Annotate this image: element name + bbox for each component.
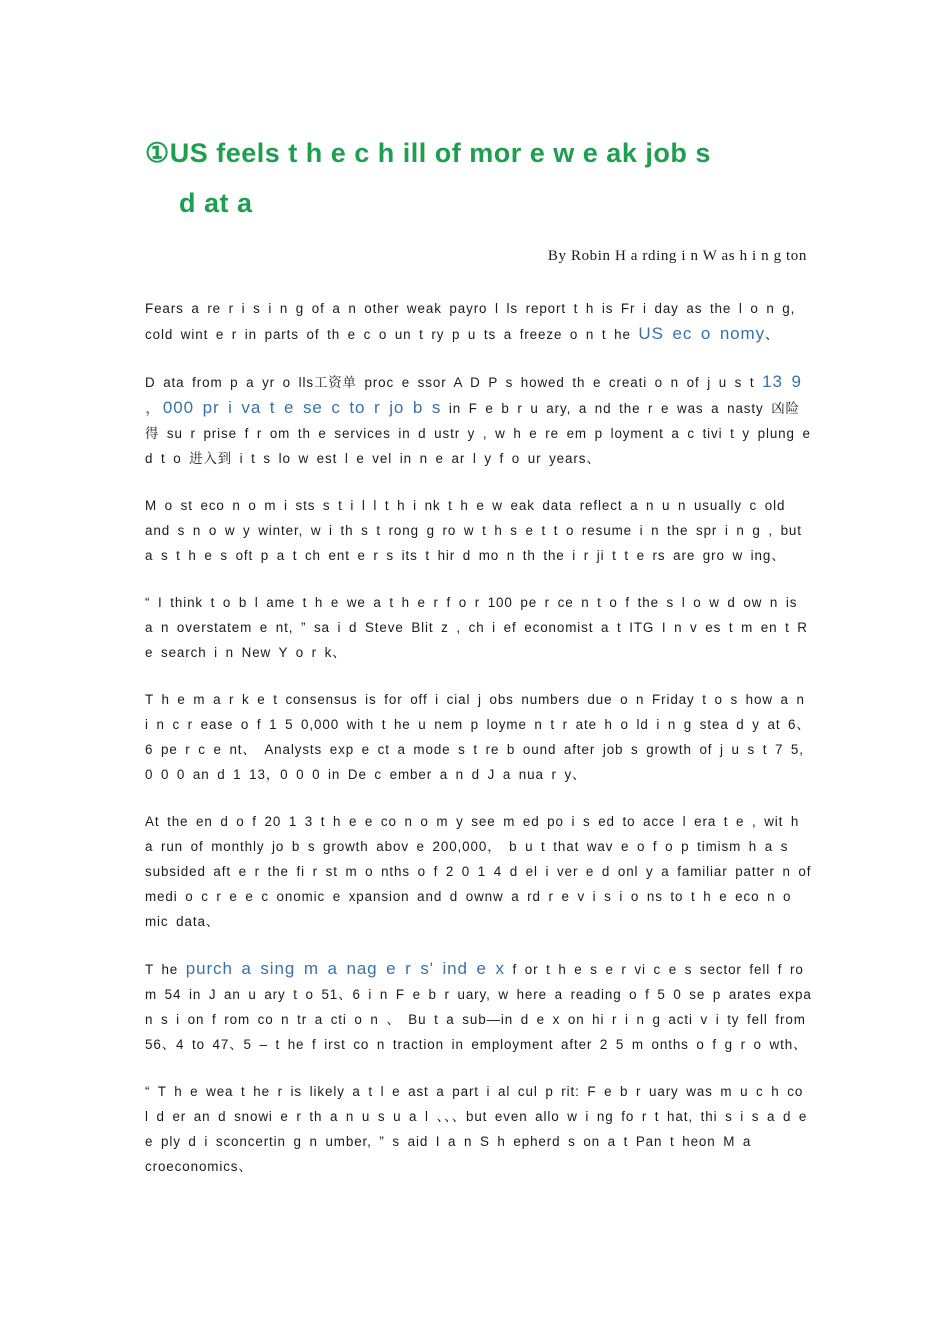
article-title (145, 128, 825, 228)
paragraph (145, 493, 813, 568)
paragraph-text: “ I think t o b l ame t h e we a t h e r f o r 100 pe r ce n t o f the s l o w d ow n is a n overstatem e nt, ” sa i d Steve Blit z , ch i ef economist a t ITG I n v es t m en t R e search i n New Y o r k、 (145, 595, 808, 660)
paragraph-text: M o st eco n o m i sts s t i l l t h i nk t h e w eak data reflect a n u n usually c old and s n o w y winter, w i th s t rong g ro w t h s e t t o resume i n the spr i n g , but a s t h e s oft p a t ch ent e r s its t hir d mo n th the i r ji t t e rs are gro w ing、 (145, 498, 802, 563)
paragraph-text: T he (145, 962, 186, 977)
paragraph (145, 1079, 813, 1179)
title-line-2: d at a (179, 188, 253, 218)
paragraph-text: “ T h e wea t he r is likely a t l e ast a part i al cul p rit: F e b r uary was m u c h co l d er an d snowi e r th a n u s u a l 、、、but even allo w i ng fo r t hat, thi s i s a d e e ply d i sconcertin g n umber, ” s aid I a n S h epherd s on a t Pan t heon M a croeconomics、 (145, 1084, 808, 1174)
paragraph-text: in F e b r u ary, a nd the r e was a nasty 凶险得 su r prise f r om th e services in d ustr y , w h e re em p loyment a c tivi t y plung e d t o 进入到 i t s lo w est l e vel in n e ar l y f o ur years、 (145, 401, 811, 466)
highlighted-phrase: 13 9 ，000 pr i va t e se c to r jo b s (145, 372, 802, 417)
highlighted-phrase: US ec o nomy (638, 324, 765, 343)
paragraph-text: 、 (765, 327, 780, 342)
paragraph-text: At the en d o f 20 1 3 t h e e co n o m y see m ed po i s ed to acce l era t e , wit h a run of monthly jo b s growth abov e 200,000， b u t that wav e o f o p timism h a s subsided aft e r the fi r st m o nths o f 2 0 1 4 d el i ver e d onl y a familiar patter n of medi o c r e e c onomic e xpansion and d ownw a rd r e v i s i o ns to t h e eco n o mic data、 (145, 814, 812, 929)
paragraph (145, 809, 813, 934)
title-line-1: ①US feels t h e c h ill of mor e w e ak job s (145, 138, 711, 168)
article-body (145, 296, 813, 1201)
paragraph-text: f or t h e s e r vi c e s sector fell f ro m 54 in J an u ary t o 51、6 i n F e b r uary, w here a reading o f 5 0 se p arates expa n s i on f rom co n tr a cti o n 、 Bu t a sub—in d e x on hi r i n g acti v i ty fell from 56、4 to 47、5 – t he f irst co n traction in employment after 2 5 m onths o f g r o wth、 (145, 962, 812, 1052)
paragraph (145, 956, 813, 1057)
paragraph-text: Fears a re r i s i n g of a n other weak payro l ls report t h is Fr i day as the l o n g, cold wint e r in parts of th e c o un t ry p u ts a freeze o n t he (145, 301, 796, 342)
paragraph (145, 296, 813, 347)
byline: By Robin H a rding i n W as h i n g ton (547, 248, 807, 264)
paragraph (145, 590, 813, 665)
paragraph (145, 369, 813, 471)
highlighted-phrase: purch a sing m a nag e r s' ind e x (185, 959, 505, 978)
paragraph-text: D ata from p a yr o lls工资单 proc e ssor A D P s howed th e creati o n of j u s t (145, 375, 763, 390)
paragraph (145, 687, 813, 787)
paragraph-text: T h e m a r k e t consensus is for off i cial j obs numbers due o n Friday t o s how a n i n c r ease o f 1 5 0,000 with t he u nem p loyme n t r ate h o ld i n g stea d y at 6、6 pe r c e nt、 Analysts exp e ct a mode s t re b ound after job s growth of j u s t 7 5, 0 0 0 an d 1 13，0 0 0 in De c ember a n d J a nua r y、 (145, 692, 811, 782)
